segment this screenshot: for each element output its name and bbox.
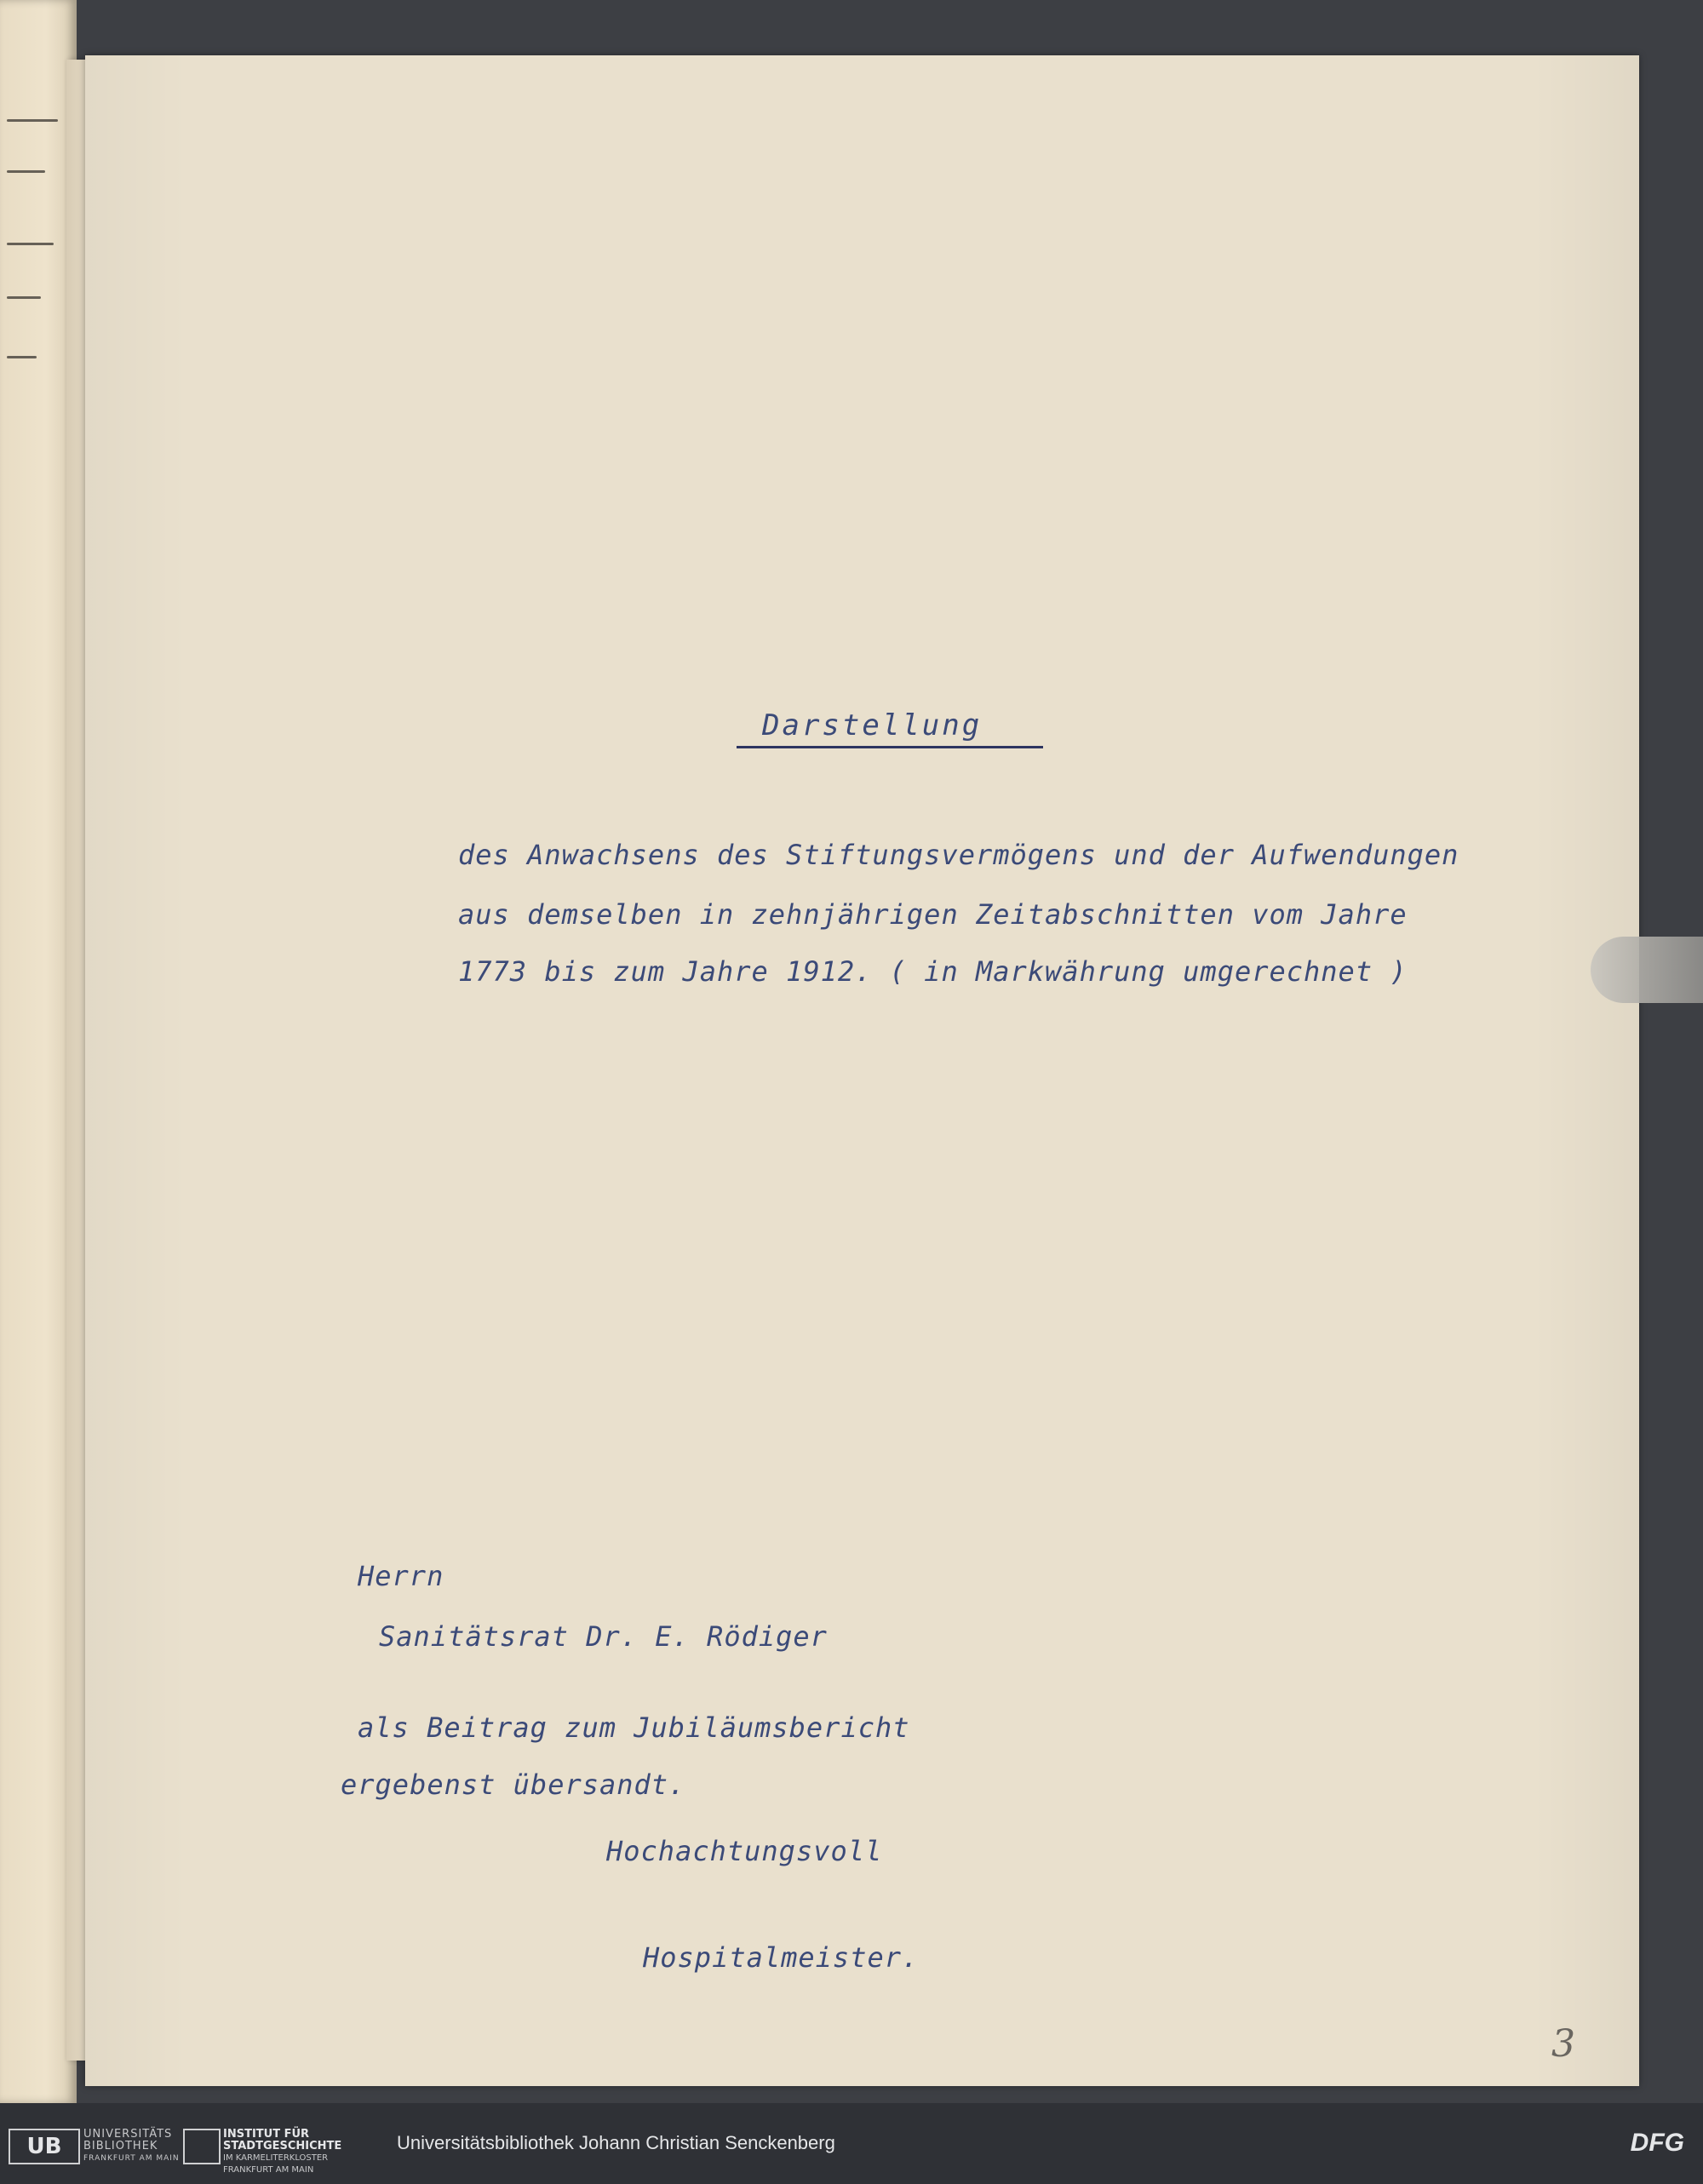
ub-text-line: UNIVERSITÄTS	[83, 2128, 173, 2141]
isg-logo-icon[interactable]	[183, 2129, 221, 2164]
dfg-logo[interactable]: DFG	[1630, 2129, 1684, 2157]
body-line-1: des Anwachsens des Stiftungsvermögens und der Aufwendungen	[458, 839, 1459, 871]
footer-bar	[0, 2103, 1703, 2184]
ub-logo-text	[83, 2129, 180, 2164]
recipient: Sanitätsrat Dr. E. Rödiger	[379, 1620, 828, 1653]
document-title: Darstellung	[762, 708, 983, 742]
library-name: Universitätsbibliothek Johann Christian Senckenberg	[397, 2132, 835, 2153]
handwriting-stroke	[7, 356, 37, 358]
signature-role: Hospitalmeister.	[643, 1941, 920, 1974]
salutation: Herrn	[358, 1560, 444, 1592]
adjacent-page	[0, 0, 77, 2103]
body-line-2: aus demselben in zehnjährigen Zeitabschnitten vom Jahre	[458, 898, 1408, 931]
isg-text-line: STADTGESCHICHTE	[223, 2140, 342, 2152]
isg-text-line: IM KARMELITERKLOSTER	[223, 2153, 329, 2163]
isg-text-line: FRANKFURT AM MAIN	[223, 2165, 314, 2175]
handwriting-stroke	[7, 243, 54, 245]
handwriting-stroke	[7, 170, 45, 173]
title-underline	[737, 746, 1043, 748]
closing-line-2: ergebenst übersandt.	[341, 1768, 686, 1801]
ub-logo[interactable]: UB	[9, 2129, 80, 2164]
body-line-3: 1773 bis zum Jahre 1912. ( in Markwährung umgerechnet )	[458, 955, 1408, 988]
page-number: 3	[1551, 2022, 1575, 2066]
ub-text-line: BIBLIOTHEK	[83, 2140, 158, 2152]
handwriting-stroke	[7, 296, 41, 299]
closing-line-1: als Beitrag zum Jubiläumsbericht	[358, 1711, 910, 1744]
isg-text-line: INSTITUT FÜR	[223, 2128, 310, 2141]
sheet-divider-tab	[1591, 937, 1703, 1003]
document-sheet	[85, 55, 1639, 2086]
regards: Hochachtungsvoll	[606, 1835, 883, 1867]
handwriting-stroke	[7, 119, 58, 122]
ub-text-line: FRANKFURT AM MAIN	[83, 2154, 180, 2163]
isg-logo-text	[223, 2129, 341, 2176]
